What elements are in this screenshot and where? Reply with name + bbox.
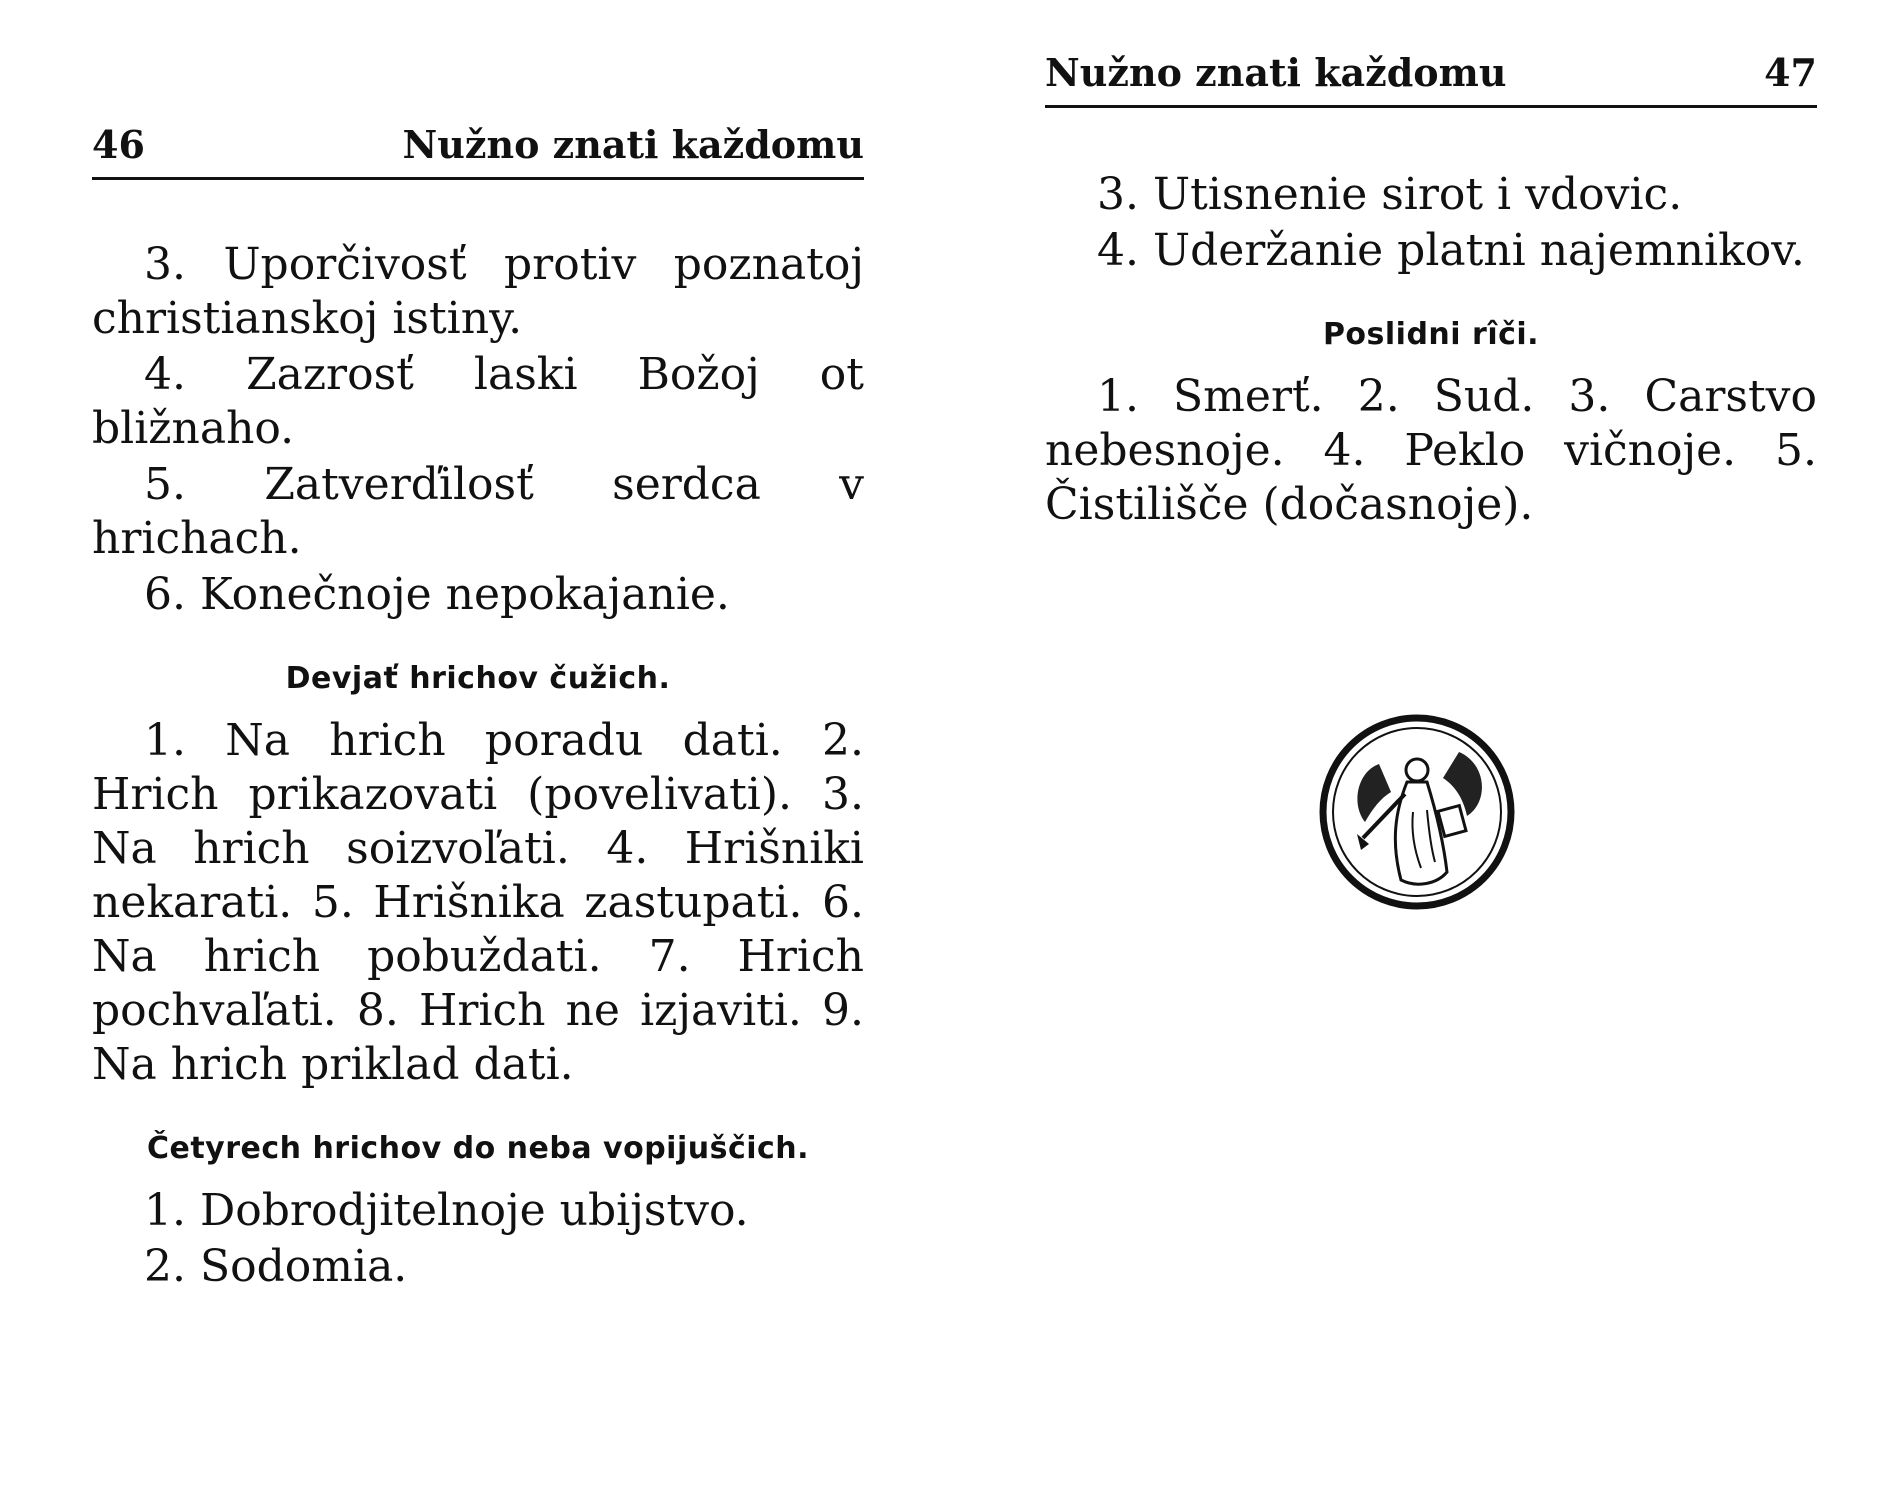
right-body (1045, 168, 1817, 534)
list-item: 3. Utisnenie sirot i vdovic. (1097, 169, 1683, 220)
running-title: Nužno znati každomu (1045, 50, 1507, 95)
page-number: 47 (1764, 50, 1817, 95)
section-heading: Poslidni rîči. (1322, 317, 1540, 352)
list-item: 4. Uderžanie platni najemnikov. (1097, 225, 1805, 276)
list-item: 2. Sodomia. (144, 1241, 408, 1292)
running-head-left (92, 122, 864, 180)
list-item: 6. Konečnoje nepokajanie. (144, 569, 730, 620)
section-paragraph: 1. Smerť. 2. Sud. 3. Carstvo nebesnoje. 4. Peklo vičnoje. 5. Čistilišče (dočasnoje). (1045, 371, 1817, 530)
running-title: Nužno znati každomu (402, 122, 864, 167)
running-head-right (1045, 50, 1817, 108)
list-item: 4. Zazrosť laski Božoj ot bližnaho. (92, 349, 864, 454)
section-heading: Devjať hrichov čužich. (285, 661, 671, 696)
list-item: 3. Uporčivosť protiv poznatoj christianskoj istiny. (92, 239, 864, 344)
angel-medallion-icon (1317, 712, 1517, 912)
list-item: 1. Dobrodjitelnoje ubijstvo. (144, 1185, 749, 1236)
section-heading: Četyrech hrichov do neba vopijuščich. (146, 1131, 810, 1166)
left-body (92, 238, 864, 1296)
section-paragraph: 1. Na hrich poradu dati. 2. Hrich prikazovati (povelivati). 3. Na hrich soizvoľati. 4. Hrišniki nekarati. 5. Hrišnika zastupati. 6. Na hrich pobuždati. 7. Hrich pochvaľati. 8. Hrich ne izjaviti. 9. Na hrich priklad dati. (92, 715, 864, 1090)
page-number: 46 (92, 122, 145, 167)
list-item: 5. Zatverďilosť serdca v hrichach. (92, 459, 864, 564)
